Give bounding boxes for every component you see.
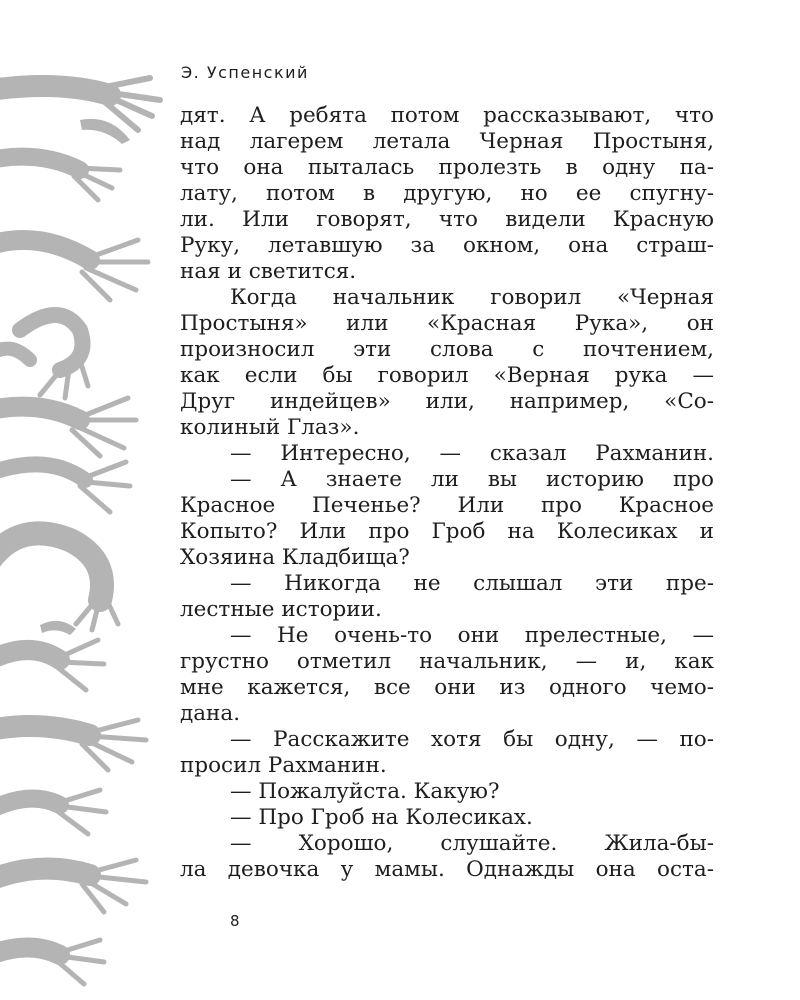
text-line: над лагерем летала Черная Простыня, bbox=[180, 129, 714, 154]
hand-11 bbox=[0, 860, 146, 912]
text-line: — Не очень-то они прелестные, — bbox=[230, 623, 714, 648]
hand-2 bbox=[0, 119, 130, 200]
text-line: дят. А ребята потом рассказывают, что bbox=[180, 103, 714, 128]
hand-7 bbox=[0, 533, 118, 630]
text-line: просил Рахманин. bbox=[180, 753, 387, 778]
running-header-author: Э. Успенский bbox=[181, 63, 309, 82]
hand-4 bbox=[0, 315, 88, 398]
text-line: — Про Гроб на Колесиках. bbox=[230, 805, 533, 830]
hand-8 bbox=[0, 621, 104, 690]
body-text bbox=[180, 103, 714, 883]
text-line: колиный Глаз». bbox=[180, 415, 360, 440]
hand-10 bbox=[0, 790, 106, 834]
text-line: Простыня» или «Красная Рука», он bbox=[180, 311, 714, 336]
text-line: — Хорошо, слушайте. Жила-бы- bbox=[230, 831, 714, 856]
text-line: — Пожалуйста. Какую? bbox=[230, 779, 500, 804]
text-line: Копыто? Или про Гроб на Колесиках и bbox=[180, 519, 714, 544]
text-line: что она пыталась пролезть в одну па- bbox=[180, 155, 714, 180]
page-number: 8 bbox=[230, 912, 240, 930]
hands-border-illustration bbox=[0, 0, 165, 1000]
hand-3 bbox=[0, 240, 148, 300]
hand-12 bbox=[0, 940, 104, 984]
hand-1 bbox=[0, 78, 160, 130]
text-line: — Никогда не слышал эти пре- bbox=[230, 571, 714, 596]
text-line: мне кажется, все они из одного чемо- bbox=[180, 675, 714, 700]
text-line: лату, потом в другую, но ее спугну- bbox=[180, 181, 714, 206]
text-line: как если бы говорил «Верная рука — bbox=[180, 363, 714, 388]
hand-5 bbox=[0, 398, 136, 456]
hand-9 bbox=[0, 720, 146, 770]
text-line: ная и светится. bbox=[180, 259, 357, 284]
text-line: — Расскажите хотя бы одну, — по- bbox=[230, 727, 714, 752]
text-line: ли. Или говорят, что видели Красную bbox=[180, 207, 714, 232]
text-line: Красное Печенье? Или про Красное bbox=[180, 493, 714, 518]
text-line: грустно отметил начальник, — и, как bbox=[180, 649, 714, 674]
text-line: — А знаете ли вы историю про bbox=[230, 467, 714, 492]
text-line: дана. bbox=[180, 701, 241, 726]
text-line: произносил эти слова с почтением, bbox=[180, 337, 714, 362]
text-line: Друг индейцев» или, например, «Со- bbox=[180, 389, 714, 414]
text-line: Когда начальник говорил «Черная bbox=[230, 285, 714, 310]
text-line: ла девочка у мамы. Однажды она оста- bbox=[180, 857, 714, 882]
text-line: лестные истории. bbox=[180, 597, 382, 622]
text-line: Хозяина Кладбища? bbox=[180, 545, 410, 570]
hand-6 bbox=[0, 462, 130, 512]
text-line: Руку, летавшую за окном, она страш- bbox=[180, 233, 714, 258]
text-line: — Интересно, — сказал Рахманин. bbox=[230, 441, 714, 466]
